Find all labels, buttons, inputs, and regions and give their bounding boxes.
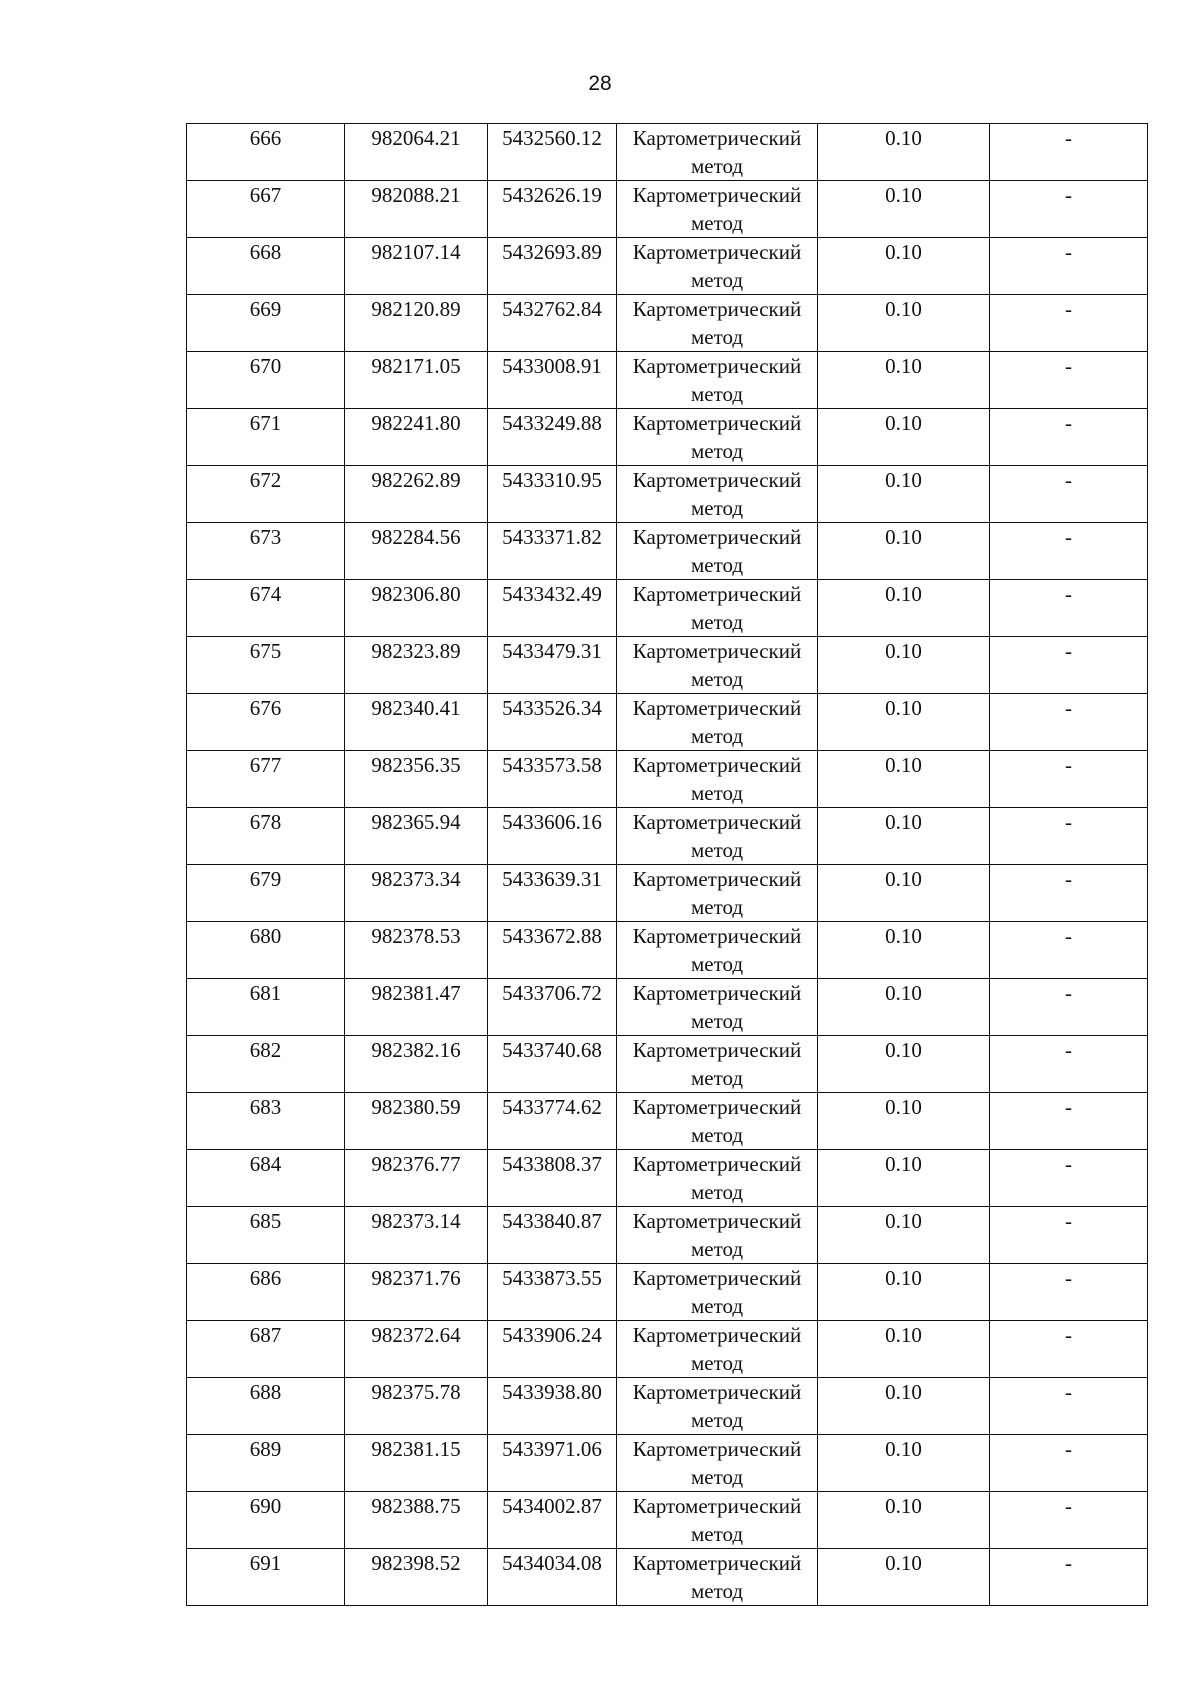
y-coordinate-cell: 5433371.82 <box>488 523 617 580</box>
method-line-1: Картометрический <box>632 981 802 1005</box>
method-line-2: метод <box>690 838 744 862</box>
method-line-2: метод <box>690 1237 744 1261</box>
y-coordinate-cell: 5433706.72 <box>488 979 617 1036</box>
y-coordinate-cell: 5433310.95 <box>488 466 617 523</box>
accuracy-cell: 0.10 <box>818 124 990 181</box>
point-number-cell: 676 <box>187 694 345 751</box>
y-coordinate-cell: 5433938.80 <box>488 1378 617 1435</box>
table-row <box>187 295 1148 352</box>
description-cell: - <box>990 1036 1148 1093</box>
method-line-1: Картометрический <box>632 1551 802 1575</box>
method-cell <box>617 1321 818 1378</box>
point-number-cell: 673 <box>187 523 345 580</box>
accuracy-cell: 0.10 <box>818 637 990 694</box>
method-line-1: Картометрический <box>632 639 802 663</box>
accuracy-cell: 0.10 <box>818 751 990 808</box>
method-line-1: Картометрический <box>632 1494 802 1518</box>
accuracy-cell: 0.10 <box>818 1036 990 1093</box>
accuracy-cell: 0.10 <box>818 1435 990 1492</box>
x-coordinate-cell: 982378.53 <box>345 922 488 979</box>
method-line-2: метод <box>690 1465 744 1489</box>
method-cell <box>617 637 818 694</box>
point-number-cell: 679 <box>187 865 345 922</box>
point-number-cell: 675 <box>187 637 345 694</box>
method-cell <box>617 238 818 295</box>
table-row <box>187 124 1148 181</box>
method-cell <box>617 1549 818 1606</box>
method-cell <box>617 922 818 979</box>
x-coordinate-cell: 982120.89 <box>345 295 488 352</box>
accuracy-cell: 0.10 <box>818 352 990 409</box>
description-cell: - <box>990 1492 1148 1549</box>
accuracy-cell: 0.10 <box>818 1378 990 1435</box>
table-row <box>187 466 1148 523</box>
accuracy-cell: 0.10 <box>818 1321 990 1378</box>
point-number-cell: 678 <box>187 808 345 865</box>
method-cell <box>617 409 818 466</box>
method-line-2: метод <box>690 268 744 292</box>
method-cell <box>617 466 818 523</box>
table-row <box>187 1150 1148 1207</box>
point-number-cell: 680 <box>187 922 345 979</box>
description-cell: - <box>990 1435 1148 1492</box>
table-row <box>187 637 1148 694</box>
point-number-cell: 674 <box>187 580 345 637</box>
method-cell <box>617 352 818 409</box>
point-number-cell: 689 <box>187 1435 345 1492</box>
point-number-cell: 669 <box>187 295 345 352</box>
method-cell <box>617 751 818 808</box>
x-coordinate-cell: 982241.80 <box>345 409 488 466</box>
x-coordinate-cell: 982306.80 <box>345 580 488 637</box>
x-coordinate-cell: 982356.35 <box>345 751 488 808</box>
description-cell: - <box>990 865 1148 922</box>
method-line-2: метод <box>690 895 744 919</box>
description-cell: - <box>990 808 1148 865</box>
method-cell <box>617 1378 818 1435</box>
table-row <box>187 1378 1148 1435</box>
y-coordinate-cell: 5432560.12 <box>488 124 617 181</box>
method-line-1: Картометрический <box>632 1152 802 1176</box>
method-cell <box>617 181 818 238</box>
accuracy-cell: 0.10 <box>818 694 990 751</box>
method-line-2: метод <box>690 154 744 178</box>
point-number-cell: 690 <box>187 1492 345 1549</box>
table-row <box>187 238 1148 295</box>
accuracy-cell: 0.10 <box>818 808 990 865</box>
description-cell: - <box>990 238 1148 295</box>
method-line-2: метод <box>690 1522 744 1546</box>
point-number-cell: 684 <box>187 1150 345 1207</box>
description-cell: - <box>990 352 1148 409</box>
accuracy-cell: 0.10 <box>818 580 990 637</box>
method-line-1: Картометрический <box>632 297 802 321</box>
y-coordinate-cell: 5432626.19 <box>488 181 617 238</box>
x-coordinate-cell: 982262.89 <box>345 466 488 523</box>
table-row <box>187 694 1148 751</box>
method-line-2: метод <box>690 1180 744 1204</box>
table-row <box>187 1036 1148 1093</box>
table-row <box>187 808 1148 865</box>
method-line-1: Картометрический <box>632 1095 802 1119</box>
accuracy-cell: 0.10 <box>818 409 990 466</box>
point-number-cell: 672 <box>187 466 345 523</box>
method-line-2: метод <box>690 325 744 349</box>
y-coordinate-cell: 5434002.87 <box>488 1492 617 1549</box>
coordinates-table-body <box>187 124 1148 1606</box>
description-cell: - <box>990 979 1148 1036</box>
method-line-2: метод <box>690 667 744 691</box>
method-cell <box>617 523 818 580</box>
description-cell: - <box>990 466 1148 523</box>
point-number-cell: 686 <box>187 1264 345 1321</box>
description-cell: - <box>990 1093 1148 1150</box>
accuracy-cell: 0.10 <box>818 1549 990 1606</box>
description-cell: - <box>990 1207 1148 1264</box>
y-coordinate-cell: 5433008.91 <box>488 352 617 409</box>
point-number-cell: 682 <box>187 1036 345 1093</box>
table-row <box>187 1264 1148 1321</box>
y-coordinate-cell: 5432762.84 <box>488 295 617 352</box>
table-row <box>187 1549 1148 1606</box>
method-cell <box>617 1150 818 1207</box>
method-line-1: Картометрический <box>632 183 802 207</box>
x-coordinate-cell: 982376.77 <box>345 1150 488 1207</box>
x-coordinate-cell: 982373.14 <box>345 1207 488 1264</box>
point-number-cell: 688 <box>187 1378 345 1435</box>
accuracy-cell: 0.10 <box>818 181 990 238</box>
accuracy-cell: 0.10 <box>818 1150 990 1207</box>
method-cell <box>617 808 818 865</box>
x-coordinate-cell: 982088.21 <box>345 181 488 238</box>
method-line-1: Картометрический <box>632 582 802 606</box>
accuracy-cell: 0.10 <box>818 1207 990 1264</box>
method-line-2: метод <box>690 952 744 976</box>
method-line-2: метод <box>690 439 744 463</box>
method-cell <box>617 1264 818 1321</box>
accuracy-cell: 0.10 <box>818 523 990 580</box>
x-coordinate-cell: 982381.15 <box>345 1435 488 1492</box>
method-cell <box>617 979 818 1036</box>
point-number-cell: 667 <box>187 181 345 238</box>
accuracy-cell: 0.10 <box>818 1492 990 1549</box>
point-number-cell: 666 <box>187 124 345 181</box>
y-coordinate-cell: 5433573.58 <box>488 751 617 808</box>
method-cell <box>617 694 818 751</box>
description-cell: - <box>990 580 1148 637</box>
table-row <box>187 352 1148 409</box>
description-cell: - <box>990 124 1148 181</box>
description-cell: - <box>990 694 1148 751</box>
description-cell: - <box>990 523 1148 580</box>
method-line-1: Картометрический <box>632 867 802 891</box>
description-cell: - <box>990 1321 1148 1378</box>
y-coordinate-cell: 5433906.24 <box>488 1321 617 1378</box>
method-line-1: Картометрический <box>632 753 802 777</box>
table-row <box>187 181 1148 238</box>
y-coordinate-cell: 5433873.55 <box>488 1264 617 1321</box>
x-coordinate-cell: 982064.21 <box>345 124 488 181</box>
description-cell: - <box>990 922 1148 979</box>
point-number-cell: 670 <box>187 352 345 409</box>
method-line-1: Картометрический <box>632 1209 802 1233</box>
method-line-2: метод <box>690 1066 744 1090</box>
description-cell: - <box>990 1549 1148 1606</box>
accuracy-cell: 0.10 <box>818 238 990 295</box>
x-coordinate-cell: 982372.64 <box>345 1321 488 1378</box>
method-cell <box>617 1207 818 1264</box>
y-coordinate-cell: 5434034.08 <box>488 1549 617 1606</box>
x-coordinate-cell: 982380.59 <box>345 1093 488 1150</box>
method-cell <box>617 1036 818 1093</box>
table-row <box>187 580 1148 637</box>
method-line-2: метод <box>690 211 744 235</box>
accuracy-cell: 0.10 <box>818 865 990 922</box>
page-number: 28 <box>588 72 612 95</box>
x-coordinate-cell: 982381.47 <box>345 979 488 1036</box>
y-coordinate-cell: 5433479.31 <box>488 637 617 694</box>
y-coordinate-cell: 5433432.49 <box>488 580 617 637</box>
method-cell <box>617 865 818 922</box>
accuracy-cell: 0.10 <box>818 1264 990 1321</box>
y-coordinate-cell: 5433672.88 <box>488 922 617 979</box>
method-line-1: Картометрический <box>632 810 802 834</box>
method-line-2: метод <box>690 1579 744 1603</box>
table-row <box>187 865 1148 922</box>
table-row <box>187 979 1148 1036</box>
table-row <box>187 1492 1148 1549</box>
x-coordinate-cell: 982323.89 <box>345 637 488 694</box>
description-cell: - <box>990 1264 1148 1321</box>
table-row <box>187 409 1148 466</box>
method-line-1: Картометрический <box>632 1437 802 1461</box>
table-row <box>187 523 1148 580</box>
table-row <box>187 1207 1148 1264</box>
table-row <box>187 751 1148 808</box>
point-number-cell: 691 <box>187 1549 345 1606</box>
x-coordinate-cell: 982382.16 <box>345 1036 488 1093</box>
y-coordinate-cell: 5433639.31 <box>488 865 617 922</box>
method-line-1: Картометрический <box>632 1038 802 1062</box>
method-cell <box>617 124 818 181</box>
point-number-cell: 683 <box>187 1093 345 1150</box>
x-coordinate-cell: 982375.78 <box>345 1378 488 1435</box>
table-row <box>187 922 1148 979</box>
accuracy-cell: 0.10 <box>818 466 990 523</box>
x-coordinate-cell: 982365.94 <box>345 808 488 865</box>
point-number-cell: 681 <box>187 979 345 1036</box>
accuracy-cell: 0.10 <box>818 922 990 979</box>
description-cell: - <box>990 751 1148 808</box>
method-line-1: Картометрический <box>632 411 802 435</box>
method-line-2: метод <box>690 496 744 520</box>
point-number-cell: 677 <box>187 751 345 808</box>
method-line-1: Картометрический <box>632 1323 802 1347</box>
method-cell <box>617 580 818 637</box>
method-cell <box>617 295 818 352</box>
method-line-1: Картометрический <box>632 924 802 948</box>
method-line-2: метод <box>690 610 744 634</box>
method-cell <box>617 1093 818 1150</box>
description-cell: - <box>990 181 1148 238</box>
method-line-1: Картометрический <box>632 126 802 150</box>
x-coordinate-cell: 982371.76 <box>345 1264 488 1321</box>
method-line-1: Картометрический <box>632 468 802 492</box>
y-coordinate-cell: 5433840.87 <box>488 1207 617 1264</box>
method-line-2: метод <box>690 724 744 748</box>
y-coordinate-cell: 5433808.37 <box>488 1150 617 1207</box>
table-row <box>187 1093 1148 1150</box>
method-line-2: метод <box>690 1351 744 1375</box>
method-line-2: метод <box>690 1408 744 1432</box>
method-line-2: метод <box>690 382 744 406</box>
y-coordinate-cell: 5432693.89 <box>488 238 617 295</box>
x-coordinate-cell: 982107.14 <box>345 238 488 295</box>
point-number-cell: 671 <box>187 409 345 466</box>
point-number-cell: 687 <box>187 1321 345 1378</box>
description-cell: - <box>990 1378 1148 1435</box>
y-coordinate-cell: 5433971.06 <box>488 1435 617 1492</box>
coordinates-table <box>186 123 1148 1606</box>
method-line-1: Картометрический <box>632 696 802 720</box>
description-cell: - <box>990 637 1148 694</box>
point-number-cell: 668 <box>187 238 345 295</box>
y-coordinate-cell: 5433774.62 <box>488 1093 617 1150</box>
method-line-2: метод <box>690 553 744 577</box>
x-coordinate-cell: 982398.52 <box>345 1549 488 1606</box>
description-cell: - <box>990 295 1148 352</box>
x-coordinate-cell: 982340.41 <box>345 694 488 751</box>
y-coordinate-cell: 5433526.34 <box>488 694 617 751</box>
point-number-cell: 685 <box>187 1207 345 1264</box>
method-line-2: метод <box>690 1009 744 1033</box>
method-line-2: метод <box>690 1294 744 1318</box>
method-cell <box>617 1492 818 1549</box>
x-coordinate-cell: 982284.56 <box>345 523 488 580</box>
table-row <box>187 1321 1148 1378</box>
method-cell <box>617 1435 818 1492</box>
method-line-1: Картометрический <box>632 354 802 378</box>
y-coordinate-cell: 5433740.68 <box>488 1036 617 1093</box>
description-cell: - <box>990 409 1148 466</box>
method-line-1: Картометрический <box>632 1380 802 1404</box>
table-row <box>187 1435 1148 1492</box>
description-cell: - <box>990 1150 1148 1207</box>
accuracy-cell: 0.10 <box>818 1093 990 1150</box>
method-line-1: Картометрический <box>632 525 802 549</box>
accuracy-cell: 0.10 <box>818 295 990 352</box>
x-coordinate-cell: 982171.05 <box>345 352 488 409</box>
method-line-1: Картометрический <box>632 1266 802 1290</box>
y-coordinate-cell: 5433249.88 <box>488 409 617 466</box>
y-coordinate-cell: 5433606.16 <box>488 808 617 865</box>
x-coordinate-cell: 982373.34 <box>345 865 488 922</box>
accuracy-cell: 0.10 <box>818 979 990 1036</box>
method-line-1: Картометрический <box>632 240 802 264</box>
method-line-2: метод <box>690 1123 744 1147</box>
method-line-2: метод <box>690 781 744 805</box>
x-coordinate-cell: 982388.75 <box>345 1492 488 1549</box>
